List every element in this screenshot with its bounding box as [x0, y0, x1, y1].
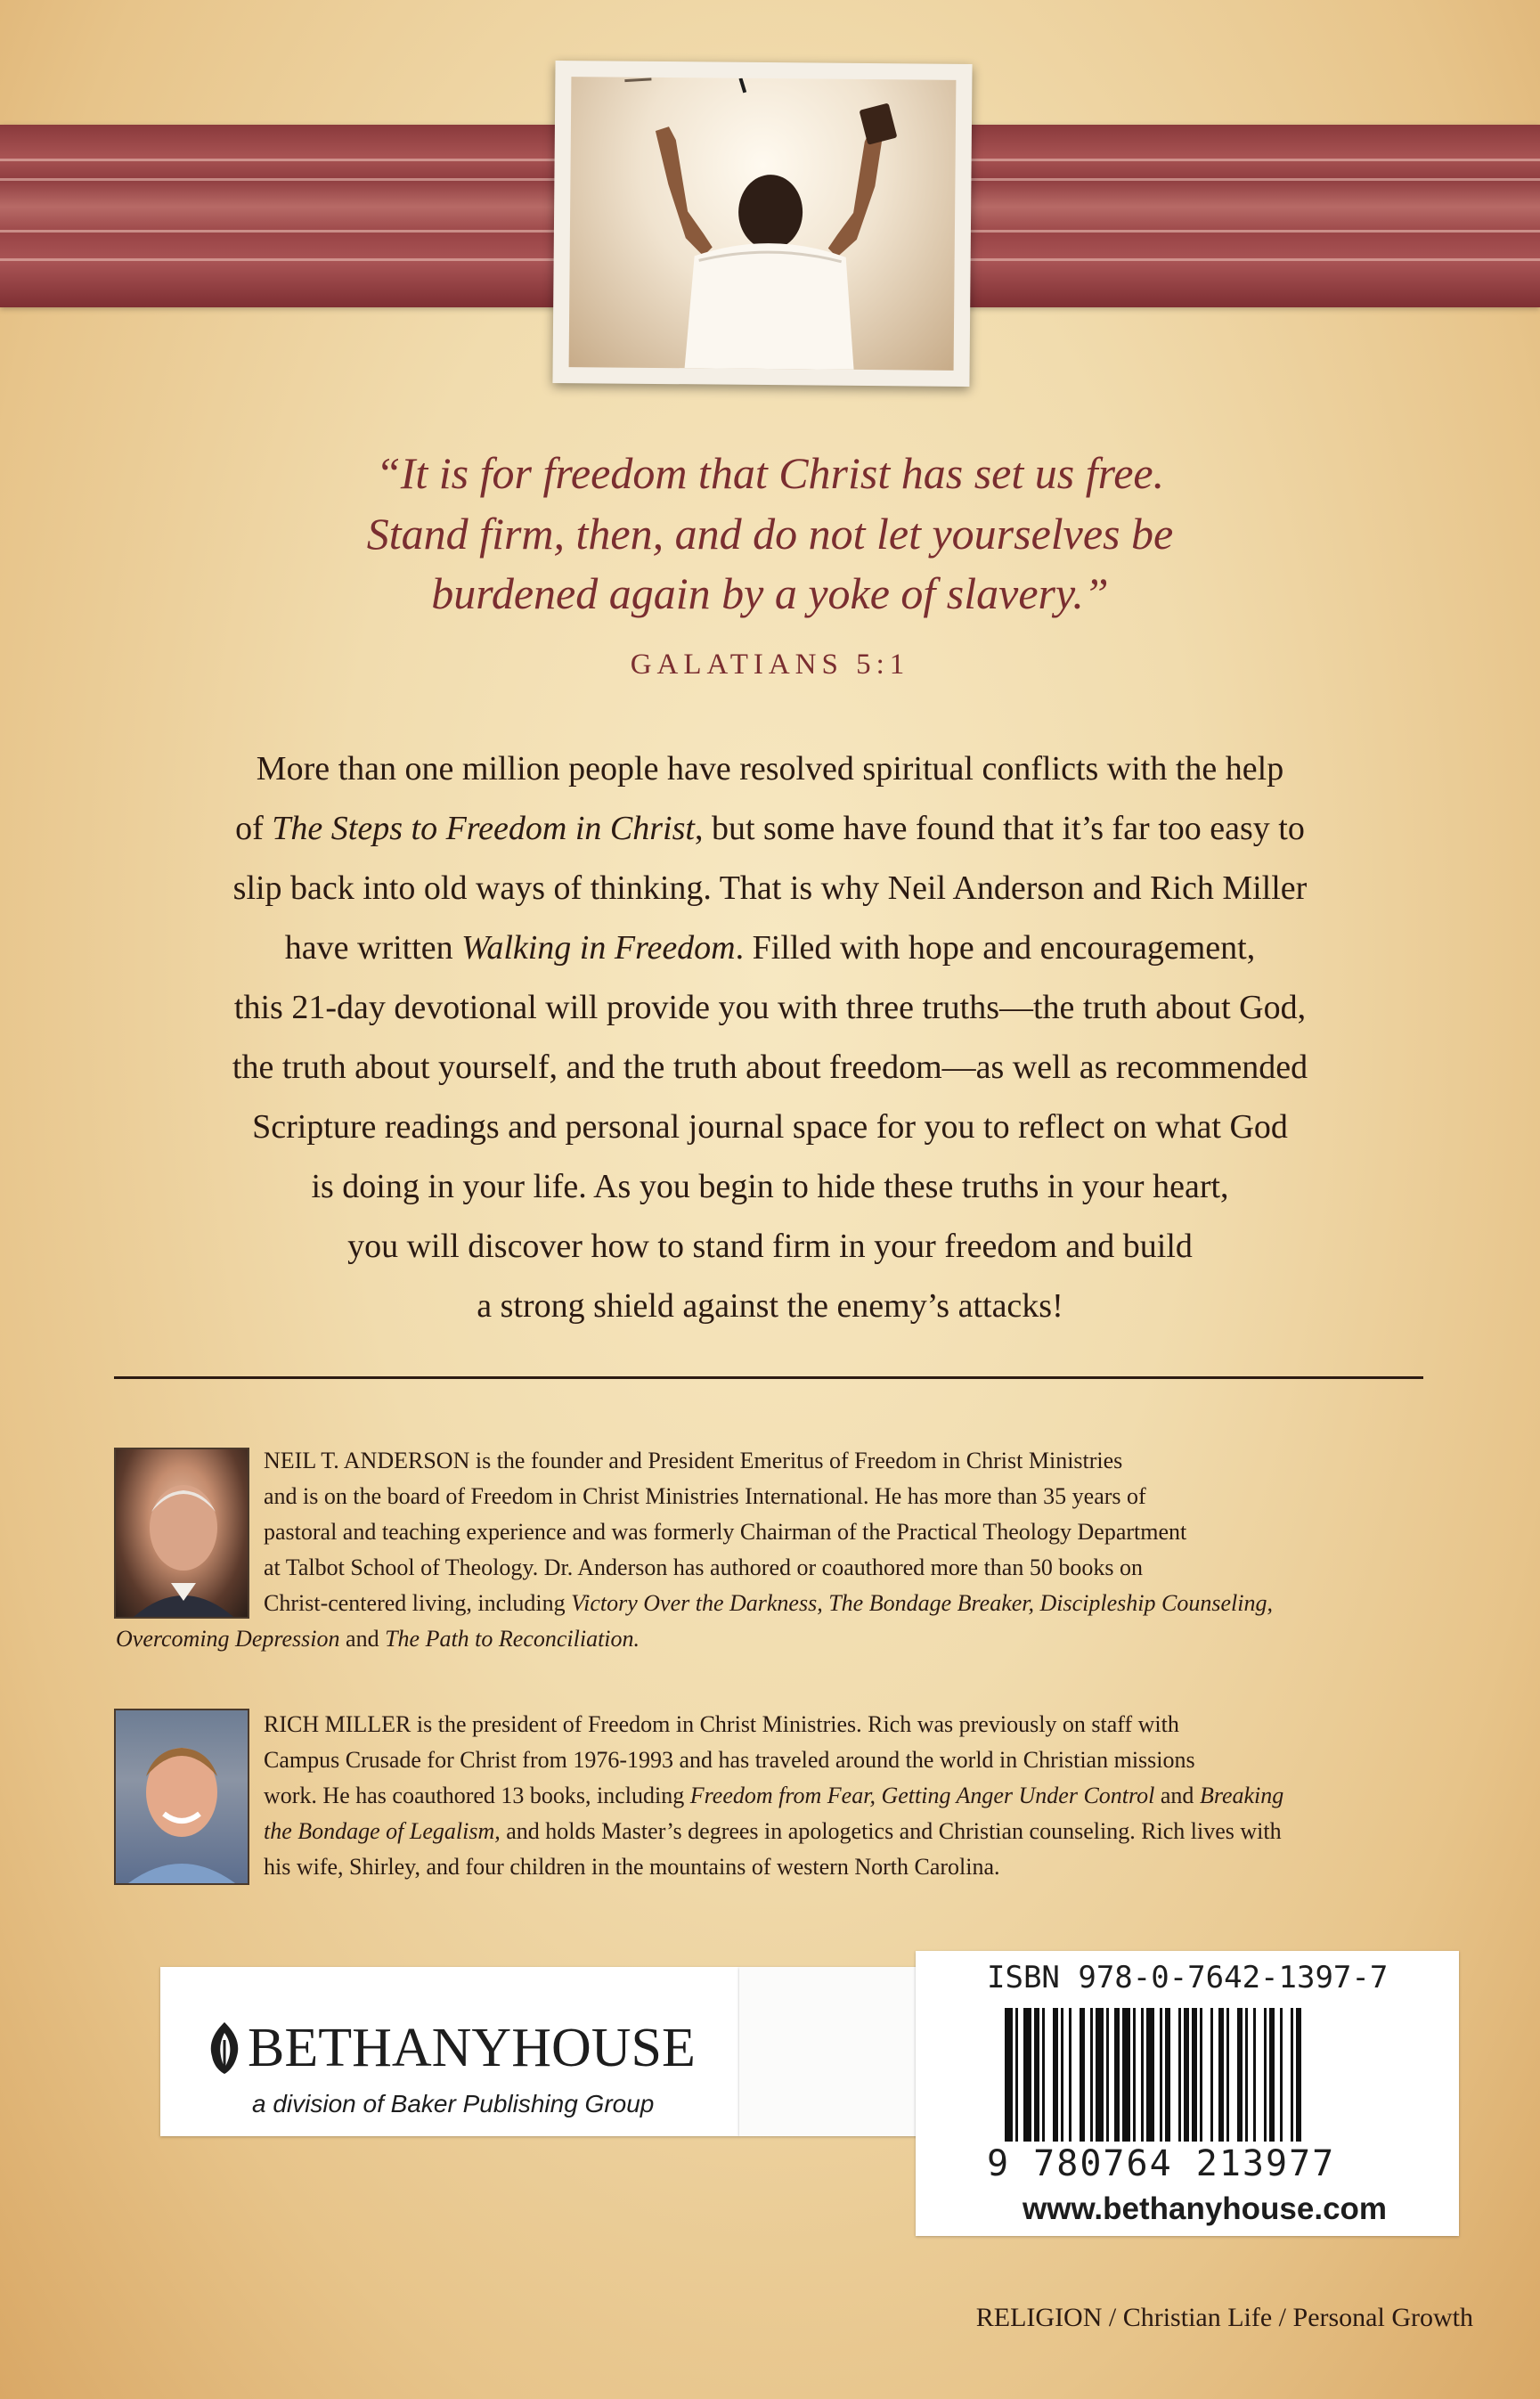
barcode-bar	[1264, 2008, 1267, 2142]
publisher-url[interactable]: www.bethanyhouse.com	[1023, 2191, 1388, 2226]
bethany-house-flame-logo-icon	[205, 2020, 244, 2076]
blurb-line: the truth about yourself, and the truth about freedom—as well as recommended	[232, 1049, 1308, 1086]
barcode-bar	[1080, 2008, 1085, 2142]
publisher-name: BETHANYHOUSE	[248, 2018, 696, 2078]
barcode-bar	[1210, 2008, 1213, 2142]
barcode-bar	[1146, 2008, 1154, 2142]
barcode-bar	[1237, 2008, 1243, 2142]
barcode-bar	[1023, 2008, 1031, 2142]
neil-anderson-bio: NEIL T. ANDERSON is the founder and President Emeritus of Freedom in Christ Ministries and is on the board of Freedom in Christ Ministries International. He has more than 35 years of pastoral and teaching experience and was formerly Chairman of the Practical Theology Department at Talbot School of Theology. Dr. Anderson has authored or coauthored more than 50 books on Christ-centered living, including Victory Over the Darkness, The Bondage Breaker, Discipleship Counseling,	[264, 1448, 1273, 1616]
barcode-bar	[1141, 2008, 1144, 2142]
blurb-line: of The Steps to Freedom in Christ, but some have found that it’s far too easy to	[235, 810, 1305, 847]
barcode-bar	[1200, 2008, 1202, 2142]
barcode-bar	[1253, 2008, 1256, 2142]
barcode-bar	[1053, 2008, 1058, 2142]
book-category: RELIGION / Christian Life / Personal Growth	[975, 2303, 1473, 2332]
barcode-bar	[1178, 2008, 1181, 2142]
neil-anderson-bio-cont: Overcoming Depression and The Path to Reconciliation.	[116, 1626, 640, 1652]
barcode-digits: 9 780764 213977	[987, 2143, 1336, 2184]
barcode-bar	[1296, 2008, 1301, 2142]
quote-line-2: Stand firm, then, and do not let yourselves be	[366, 508, 1174, 559]
rich-miller-face-icon	[116, 1710, 248, 1883]
barcode-bar	[1269, 2008, 1275, 2142]
blurb-line: is doing in your life. As you begin to hide these truths in your heart,	[311, 1168, 1229, 1205]
blurb-line: you will discover how to stand firm in your freedom and build	[347, 1228, 1193, 1265]
barcode-bar	[1061, 2008, 1063, 2142]
barcode-bar	[1291, 2008, 1293, 2142]
rich-miller-bio: RICH MILLER is the president of Freedom in Christ Ministries. Rich was previously on staff with Campus Crusade for Christ from 1976-1993 and has traveled around the world in Christian missions work. He has coauthored 13 books, including Freedom from Fear, Getting Anger Under Control and Breaking the Bondage of Legalism, and holds Master’s degrees in apologetics and Christian counseling. Rich lives with his wife, Shirley, and four children in the mountains of western North Carolina.	[264, 1711, 1284, 1880]
book-title-walking: Walking in Freedom	[461, 929, 736, 967]
blurb-line: slip back into old ways of thinking. That is why Neil Anderson and Rich Miller	[232, 869, 1308, 907]
barcode-bar	[1226, 2008, 1229, 2142]
barcode-bar	[1122, 2008, 1130, 2142]
barcode-bar	[1069, 2008, 1071, 2142]
raised-hands-photo-icon	[569, 77, 957, 371]
barcode-bar	[1192, 2008, 1197, 2142]
barcode-bar	[1042, 2008, 1045, 2142]
barcode-bar	[1245, 2008, 1248, 2142]
neil-anderson-portrait	[114, 1448, 249, 1619]
barcode-bar	[1165, 2008, 1170, 2142]
cover-photo-frame	[552, 61, 972, 387]
blurb-line: have written Walking in Freedom. Filled with hope and encouragement,	[284, 929, 1256, 967]
barcode-bar	[1160, 2008, 1162, 2142]
scripture-quote	[178, 444, 1362, 624]
barcode-bar	[1096, 2008, 1104, 2142]
isbn-text: ISBN 978-0-7642-1397-7	[987, 1960, 1389, 1995]
blurb-line: More than one million people have resolved spiritual conflicts with the help	[256, 750, 1284, 787]
quote-line-3: burdened again by a yoke of slavery.”	[431, 568, 1109, 618]
barcode-bar	[1090, 2008, 1093, 2142]
blurb-line: this 21-day devotional will provide you with three truths—the truth about God,	[233, 989, 1307, 1026]
scripture-reference: GALATIANS 5:1	[630, 649, 910, 681]
book-description	[89, 739, 1451, 1336]
divider-rule	[114, 1376, 1423, 1379]
book-title-steps: The Steps to Freedom in Christ	[272, 810, 695, 847]
publisher-subtitle: a division of Baker Publishing Group	[252, 2090, 655, 2117]
rich-miller-portrait	[114, 1709, 249, 1885]
isbn-barcode	[1005, 2008, 1432, 2142]
blurb-line: Scripture readings and personal journal space for you to reflect on what God	[252, 1108, 1288, 1146]
barcode-bar	[1184, 2008, 1189, 2142]
barcode-bar	[1218, 2008, 1224, 2142]
barcode-bar	[1015, 2008, 1018, 2142]
neil-anderson-face-icon	[116, 1449, 248, 1617]
barcode-bar	[1106, 2008, 1109, 2142]
barcode-bar	[1034, 2008, 1039, 2142]
barcode-bar	[1280, 2008, 1283, 2142]
barcode-bar	[1114, 2008, 1120, 2142]
quote-line-1: “It is for freedom that Christ has set us free.	[375, 448, 1165, 498]
blurb-line: a strong shield against the enemy’s attacks!	[477, 1287, 1063, 1325]
barcode-bar	[1005, 2008, 1013, 2142]
raised-hands-photo	[569, 77, 957, 371]
barcode-bar	[1133, 2008, 1136, 2142]
